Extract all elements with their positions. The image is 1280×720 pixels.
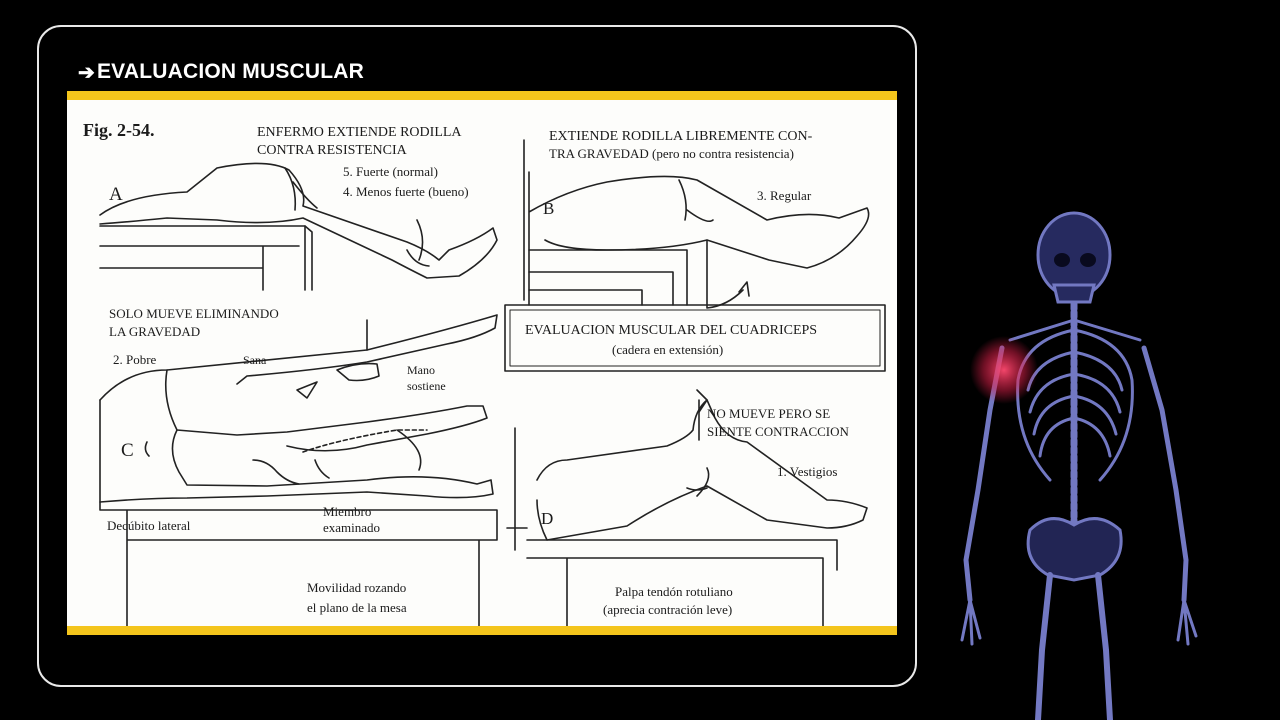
panel-c-movilidad-2: el plano de la mesa (307, 600, 407, 615)
panel-c-miembro-2: examinado (323, 520, 381, 535)
panel-c-letter: C (121, 440, 134, 461)
panel-d-palpa-2: (aprecia contración leve) (603, 602, 733, 617)
panel-a-heading-2: CONTRA RESISTENCIA (257, 143, 407, 158)
panel-b-heading-1: EXTIENDE RODILLA LIBREMENTE CON- (549, 129, 813, 144)
panel-c-heading-1: SOLO MUEVE ELIMINANDO (109, 306, 279, 321)
center-box-line1: EVALUACION MUSCULAR DEL CUADRICEPS (525, 323, 818, 338)
panel-c-movilidad-1: Movilidad rozando (307, 580, 407, 595)
panel-d-letter: D (541, 509, 554, 528)
panel-b-heading-2: TRA GRAVEDAD (pero no contra resistencia) (549, 146, 794, 161)
panel-c-grade2: 2. Pobre (113, 352, 157, 367)
panel-d-palpa-1: Palpa tendón rotuliano (615, 584, 733, 599)
panel-b-grade3: 3. Regular (757, 188, 812, 203)
quadriceps-figure (67, 91, 897, 635)
slide-title-text: EVALUACION MUSCULAR (96, 60, 365, 83)
panel-d-heading-1: NO MUEVE PERO SE (707, 406, 831, 421)
figure-illustration (67, 100, 897, 626)
figure-drawing (67, 100, 897, 626)
panel-c-decubito: Decúbito lateral (107, 518, 191, 533)
panel-a-grade4: 4. Menos fuerte (bueno) (343, 184, 469, 199)
panel-c-sana: Sana (243, 353, 267, 367)
arrow-right-icon: ➔ (78, 61, 95, 84)
shoulder-highlight (970, 336, 1038, 404)
skeleton-illustration (930, 180, 1280, 720)
panel-c-mano-2: sostiene (407, 379, 446, 393)
panel-c-mano-1: Mano (407, 363, 435, 377)
slide-title (78, 58, 364, 86)
panel-c-miembro-1: Miembro (323, 504, 372, 519)
fig-label: Fig. 2-54. (83, 120, 155, 140)
panel-b-letter: B (543, 199, 555, 218)
panel-a-letter: A (109, 184, 123, 205)
panel-d-heading-2: SIENTE CONTRACCION (707, 424, 849, 439)
panel-a-grade5: 5. Fuerte (normal) (343, 164, 438, 179)
center-box-line2: (cadera en extensión) (612, 342, 724, 357)
panel-a-heading-1: ENFERMO EXTIENDE RODILLA (257, 125, 462, 140)
panel-d-grade1: 1. Vestigios (777, 464, 838, 479)
panel-c-heading-2: LA GRAVEDAD (109, 324, 201, 339)
